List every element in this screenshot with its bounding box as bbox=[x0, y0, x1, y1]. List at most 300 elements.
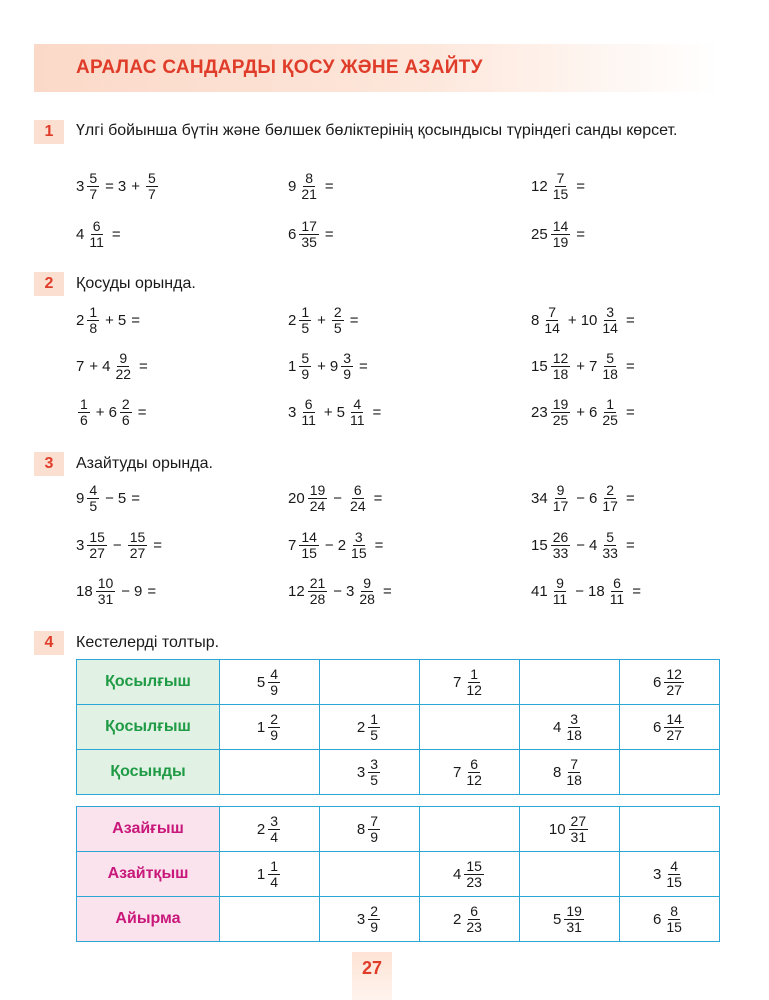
cell-fraction bbox=[464, 667, 484, 698]
numerator: 3 bbox=[570, 710, 579, 727]
denominator: 28 bbox=[359, 590, 375, 607]
exercise bbox=[531, 166, 589, 206]
cell-value bbox=[421, 854, 518, 894]
term-fraction bbox=[542, 305, 562, 336]
task-3-text: Азайтуды орында. bbox=[76, 455, 213, 472]
term: − bbox=[121, 582, 131, 600]
term-fraction bbox=[600, 351, 620, 382]
table-cell bbox=[620, 705, 720, 750]
numerator: 1 bbox=[89, 303, 98, 320]
cell-value bbox=[221, 854, 318, 894]
denominator: 4 bbox=[270, 873, 279, 890]
denominator: 12 bbox=[466, 771, 482, 788]
exercise bbox=[531, 392, 639, 432]
cell-fraction bbox=[664, 904, 684, 935]
numerator: 1 bbox=[80, 395, 88, 412]
cell-fraction bbox=[268, 712, 280, 743]
numerator: 2 bbox=[370, 902, 379, 919]
term-whole: 18 bbox=[588, 582, 605, 600]
empty-cell[interactable] bbox=[620, 807, 720, 852]
cell-value bbox=[321, 752, 418, 792]
term-fraction bbox=[551, 483, 571, 514]
term: = bbox=[111, 225, 121, 243]
cell-value bbox=[421, 899, 518, 939]
cell-whole: 3 bbox=[356, 763, 366, 781]
cell-value bbox=[321, 809, 418, 849]
term: 9 bbox=[134, 582, 143, 600]
exercise bbox=[76, 346, 152, 386]
term: − bbox=[333, 582, 343, 600]
empty-cell[interactable] bbox=[520, 660, 620, 705]
table-cell bbox=[620, 897, 720, 942]
row-label: Қосынды bbox=[77, 750, 220, 795]
term: + bbox=[317, 311, 326, 329]
denominator: 17 bbox=[552, 497, 569, 514]
table-cell bbox=[620, 660, 720, 705]
cell-value bbox=[521, 899, 618, 939]
cell-whole: 1 bbox=[256, 865, 266, 883]
term-fraction bbox=[299, 171, 319, 202]
term-fraction bbox=[113, 351, 133, 382]
denominator: 27 bbox=[666, 681, 682, 698]
term-whole: 1 bbox=[288, 357, 297, 375]
cell-fraction bbox=[268, 667, 280, 698]
numerator: 15 bbox=[89, 528, 105, 545]
cell-whole: 6 bbox=[653, 673, 662, 691]
numerator: 10 bbox=[97, 574, 114, 591]
term-whole: 6 bbox=[288, 225, 297, 243]
term-fraction bbox=[348, 397, 367, 428]
term-whole: 10 bbox=[580, 311, 598, 329]
denominator: 23 bbox=[466, 873, 482, 890]
denominator: 5 bbox=[301, 319, 310, 336]
term: − bbox=[576, 536, 586, 554]
term: + bbox=[576, 357, 586, 375]
denominator: 5 bbox=[370, 771, 379, 788]
denominator: 31 bbox=[566, 918, 582, 935]
numerator: 21 bbox=[309, 574, 326, 591]
term-fraction bbox=[120, 397, 132, 428]
term-whole: 3 bbox=[76, 177, 85, 195]
term-whole: 15 bbox=[531, 357, 548, 375]
cell-whole: 3 bbox=[356, 910, 366, 928]
exercise bbox=[288, 300, 362, 340]
denominator: 21 bbox=[301, 185, 317, 202]
numerator: 5 bbox=[89, 169, 98, 186]
term-fraction bbox=[87, 305, 99, 336]
cell-value bbox=[621, 854, 718, 894]
table-row bbox=[77, 660, 720, 705]
exercise bbox=[288, 166, 338, 206]
row-label: Қосылғыш bbox=[77, 705, 220, 750]
denominator: 14 bbox=[544, 319, 560, 336]
term: = bbox=[131, 311, 141, 329]
cell-whole: 2 bbox=[453, 910, 462, 928]
cell-value bbox=[421, 662, 518, 702]
term-fraction bbox=[600, 397, 620, 428]
term-fraction bbox=[87, 483, 99, 514]
term-whole: 25 bbox=[531, 225, 548, 243]
denominator: 7 bbox=[148, 185, 156, 202]
exercise bbox=[76, 571, 160, 611]
exercise bbox=[531, 525, 639, 565]
table-row bbox=[77, 807, 720, 852]
exercise bbox=[531, 346, 639, 386]
term: = bbox=[137, 403, 147, 421]
term-whole: 8 bbox=[531, 311, 540, 329]
term-whole: 2 bbox=[337, 536, 347, 554]
term-fraction bbox=[146, 171, 158, 202]
page-title: АРАЛАС САНДАРДЫ ҚОСУ ЖӘНЕ АЗАЙТУ bbox=[76, 57, 483, 78]
term-whole: 7 bbox=[589, 357, 598, 375]
table-cell bbox=[220, 852, 320, 897]
term-fraction bbox=[608, 576, 627, 607]
term-fraction bbox=[551, 576, 570, 607]
exercise bbox=[531, 300, 639, 340]
denominator: 28 bbox=[309, 590, 326, 607]
term: = bbox=[147, 582, 157, 600]
numerator: 6 bbox=[470, 755, 479, 772]
numerator: 3 bbox=[370, 755, 379, 772]
cell-whole: 10 bbox=[548, 820, 566, 838]
term: = bbox=[374, 536, 384, 554]
numerator: 19 bbox=[566, 902, 582, 919]
term-fraction bbox=[332, 305, 344, 336]
table-cell bbox=[320, 750, 420, 795]
cell-fraction bbox=[368, 814, 380, 845]
numerator: 14 bbox=[301, 528, 317, 545]
term-fraction bbox=[299, 305, 311, 336]
term: = bbox=[632, 582, 641, 600]
denominator: 23 bbox=[466, 918, 482, 935]
numerator: 5 bbox=[301, 349, 310, 366]
exercise bbox=[288, 478, 386, 518]
cell-whole: 6 bbox=[653, 910, 662, 928]
term: − bbox=[105, 489, 114, 507]
empty-cell[interactable] bbox=[320, 660, 420, 705]
table-cell bbox=[520, 897, 620, 942]
term-fraction bbox=[348, 483, 368, 514]
term-fraction bbox=[551, 530, 571, 561]
table-cell bbox=[420, 852, 520, 897]
term-fraction bbox=[299, 397, 318, 428]
numerator: 5 bbox=[148, 169, 156, 186]
task-4-text: Кестелерді толтыр. bbox=[76, 634, 220, 651]
row-label: Айырма bbox=[77, 897, 220, 942]
term-whole: 2 bbox=[288, 311, 297, 329]
denominator: 15 bbox=[552, 185, 569, 202]
numerator: 6 bbox=[304, 395, 313, 412]
numerator: 4 bbox=[353, 395, 362, 412]
term-fraction bbox=[78, 397, 90, 428]
cell-fraction bbox=[268, 814, 280, 845]
table-cell bbox=[520, 705, 620, 750]
numerator: 4 bbox=[670, 857, 679, 874]
numerator: 6 bbox=[353, 481, 362, 498]
term-whole: 6 bbox=[108, 403, 117, 421]
term-whole: 5 bbox=[336, 403, 345, 421]
term: 7 bbox=[76, 357, 85, 375]
table-cell bbox=[520, 807, 620, 852]
cell-whole: 5 bbox=[553, 910, 562, 928]
term: = bbox=[372, 403, 382, 421]
task-1-number: 1 bbox=[34, 120, 64, 144]
task-4-number: 4 bbox=[34, 631, 64, 655]
numerator: 5 bbox=[606, 528, 615, 545]
term-fraction bbox=[341, 351, 353, 382]
numerator: 2 bbox=[333, 303, 342, 320]
table-row bbox=[77, 897, 720, 942]
denominator: 6 bbox=[80, 411, 88, 428]
numerator: 19 bbox=[552, 395, 569, 412]
cell-fraction bbox=[664, 859, 684, 890]
denominator: 15 bbox=[666, 918, 682, 935]
cell-fraction bbox=[268, 859, 280, 890]
denominator: 7 bbox=[89, 185, 98, 202]
cell-fraction bbox=[564, 757, 584, 788]
exercise bbox=[76, 300, 144, 340]
cell-value bbox=[521, 809, 618, 849]
term: − bbox=[575, 582, 584, 600]
term-fraction bbox=[96, 576, 116, 607]
denominator: 27 bbox=[89, 544, 105, 561]
denominator: 25 bbox=[602, 411, 618, 428]
task-1-text: Үлгі бойынша бүтін және бөлшек бөліктерінің қосындысы түріндегі санды көрсет. bbox=[76, 122, 678, 139]
numerator: 2 bbox=[606, 481, 615, 498]
term-whole: 4 bbox=[589, 536, 598, 554]
term: = bbox=[625, 357, 635, 375]
term-whole: 9 bbox=[288, 177, 297, 195]
numerator: 6 bbox=[470, 902, 479, 919]
cell-value bbox=[221, 707, 318, 747]
cell-fraction bbox=[368, 904, 380, 935]
empty-cell[interactable] bbox=[520, 852, 620, 897]
cell-whole: 4 bbox=[553, 718, 562, 736]
table-cell bbox=[320, 897, 420, 942]
term-whole: 2 bbox=[76, 311, 85, 329]
denominator: 22 bbox=[115, 365, 132, 382]
term-whole: 9 bbox=[76, 489, 85, 507]
cell-value bbox=[321, 707, 418, 747]
term-fraction bbox=[600, 483, 620, 514]
term-fraction bbox=[551, 171, 571, 202]
cell-whole: 6 bbox=[653, 718, 662, 736]
numerator: 1 bbox=[270, 857, 279, 874]
term: 5 bbox=[117, 311, 127, 329]
table-cell bbox=[220, 705, 320, 750]
denominator: 8 bbox=[89, 319, 98, 336]
denominator: 15 bbox=[301, 544, 317, 561]
numerator: 9 bbox=[363, 574, 372, 591]
denominator: 25 bbox=[552, 411, 569, 428]
numerator: 3 bbox=[343, 349, 352, 366]
numerator: 1 bbox=[301, 303, 310, 320]
cell-value bbox=[621, 707, 718, 747]
term: + bbox=[567, 311, 577, 329]
row-label: Қосылғыш bbox=[77, 660, 220, 705]
table-cell bbox=[320, 807, 420, 852]
empty-cell[interactable] bbox=[220, 897, 320, 942]
empty-cell[interactable] bbox=[420, 705, 520, 750]
denominator: 27 bbox=[129, 544, 146, 561]
term-fraction bbox=[551, 397, 571, 428]
cell-whole: 7 bbox=[453, 673, 462, 691]
term-fraction bbox=[299, 351, 311, 382]
denominator: 31 bbox=[97, 590, 114, 607]
cell-fraction bbox=[664, 712, 684, 743]
denominator: 11 bbox=[301, 411, 316, 428]
term-fraction bbox=[87, 219, 106, 250]
numerator: 12 bbox=[552, 349, 569, 366]
numerator: 5 bbox=[606, 349, 615, 366]
task-3-number: 3 bbox=[34, 452, 64, 476]
term-whole: 3 bbox=[76, 536, 85, 554]
term: + bbox=[105, 311, 114, 329]
exercise bbox=[288, 525, 387, 565]
term: = bbox=[625, 489, 635, 507]
exercise bbox=[288, 214, 338, 254]
term-fraction bbox=[299, 219, 319, 250]
term-fraction bbox=[349, 530, 369, 561]
term-whole: 20 bbox=[288, 489, 305, 507]
denominator: 12 bbox=[466, 681, 482, 698]
numerator: 7 bbox=[556, 169, 565, 186]
cell-whole: 4 bbox=[453, 865, 462, 883]
term: 3 bbox=[117, 177, 127, 195]
denominator: 9 bbox=[270, 726, 279, 743]
cell-whole: 5 bbox=[256, 673, 266, 691]
empty-cell[interactable] bbox=[420, 807, 520, 852]
term-whole: 6 bbox=[589, 403, 598, 421]
term-fraction bbox=[357, 576, 377, 607]
cell-fraction bbox=[564, 904, 584, 935]
term: + bbox=[95, 403, 105, 421]
addition-table bbox=[76, 659, 720, 795]
table-cell bbox=[420, 897, 520, 942]
term: = bbox=[625, 311, 635, 329]
denominator: 9 bbox=[301, 365, 310, 382]
cell-fraction bbox=[464, 904, 484, 935]
term-whole: 6 bbox=[589, 489, 598, 507]
term-whole: 18 bbox=[76, 582, 93, 600]
term-whole: 41 bbox=[531, 582, 548, 600]
subtraction-table bbox=[76, 806, 720, 942]
cell-whole: 2 bbox=[356, 718, 366, 736]
denominator: 5 bbox=[370, 726, 379, 743]
term-fraction bbox=[551, 351, 571, 382]
term-fraction bbox=[600, 305, 620, 336]
numerator: 1 bbox=[370, 710, 379, 727]
term: − bbox=[112, 536, 122, 554]
term-whole: 23 bbox=[531, 403, 548, 421]
numerator: 9 bbox=[556, 481, 565, 498]
term-fraction bbox=[128, 530, 148, 561]
denominator: 11 bbox=[609, 590, 625, 607]
denominator: 9 bbox=[370, 918, 379, 935]
table-row bbox=[77, 705, 720, 750]
task-2-number: 2 bbox=[34, 272, 64, 296]
term: = bbox=[373, 489, 383, 507]
denominator: 33 bbox=[602, 544, 618, 561]
term: + bbox=[576, 403, 586, 421]
term: = bbox=[576, 177, 586, 195]
denominator: 18 bbox=[566, 726, 582, 743]
denominator: 18 bbox=[566, 771, 582, 788]
numerator: 8 bbox=[670, 902, 679, 919]
term-fraction bbox=[308, 483, 328, 514]
term: = bbox=[359, 357, 368, 375]
table-cell bbox=[420, 750, 520, 795]
numerator: 14 bbox=[552, 217, 569, 234]
denominator: 4 bbox=[270, 828, 279, 845]
numerator: 7 bbox=[370, 812, 379, 829]
numerator: 6 bbox=[613, 574, 621, 591]
term: = bbox=[349, 311, 359, 329]
numerator: 6 bbox=[92, 217, 101, 234]
cell-whole: 2 bbox=[256, 820, 266, 838]
term-whole: 4 bbox=[102, 357, 111, 375]
term: 5 bbox=[117, 489, 127, 507]
table-cell bbox=[420, 660, 520, 705]
denominator: 5 bbox=[333, 319, 342, 336]
numerator: 14 bbox=[666, 710, 682, 727]
table-row bbox=[77, 750, 720, 795]
term-fraction bbox=[551, 219, 571, 250]
term-fraction bbox=[299, 530, 319, 561]
numerator: 15 bbox=[466, 857, 482, 874]
term-whole: 15 bbox=[531, 536, 548, 554]
term: = bbox=[382, 582, 392, 600]
numerator: 7 bbox=[570, 755, 579, 772]
term-fraction bbox=[87, 530, 107, 561]
numerator: 3 bbox=[606, 303, 615, 320]
empty-cell[interactable] bbox=[320, 852, 420, 897]
exercise bbox=[288, 346, 372, 386]
cell-value bbox=[621, 899, 718, 939]
cell-fraction bbox=[464, 757, 484, 788]
exercise bbox=[76, 392, 150, 432]
term: = bbox=[324, 177, 334, 195]
numerator: 17 bbox=[301, 217, 317, 234]
term: = bbox=[131, 489, 141, 507]
term-whole: 4 bbox=[76, 225, 85, 243]
cell-whole: 3 bbox=[653, 865, 662, 883]
empty-cell[interactable] bbox=[220, 750, 320, 795]
denominator: 15 bbox=[351, 544, 367, 561]
term: = bbox=[324, 225, 334, 243]
denominator: 24 bbox=[350, 497, 366, 514]
numerator: 3 bbox=[270, 812, 279, 829]
numerator: 2 bbox=[270, 710, 279, 727]
term: − bbox=[324, 536, 334, 554]
term-fraction bbox=[600, 530, 620, 561]
exercise bbox=[76, 478, 144, 518]
denominator: 27 bbox=[666, 726, 682, 743]
exercise bbox=[76, 166, 160, 206]
cell-value bbox=[421, 752, 518, 792]
numerator: 1 bbox=[606, 395, 615, 412]
empty-cell[interactable] bbox=[620, 750, 720, 795]
cell-whole: 8 bbox=[553, 763, 562, 781]
term-fraction bbox=[308, 576, 328, 607]
table-cell bbox=[620, 852, 720, 897]
term: = bbox=[105, 177, 114, 195]
row-label: Азайғыш bbox=[77, 807, 220, 852]
denominator: 31 bbox=[570, 828, 587, 845]
term-whole: 12 bbox=[531, 177, 548, 195]
numerator: 8 bbox=[305, 169, 314, 186]
term: + bbox=[323, 403, 333, 421]
